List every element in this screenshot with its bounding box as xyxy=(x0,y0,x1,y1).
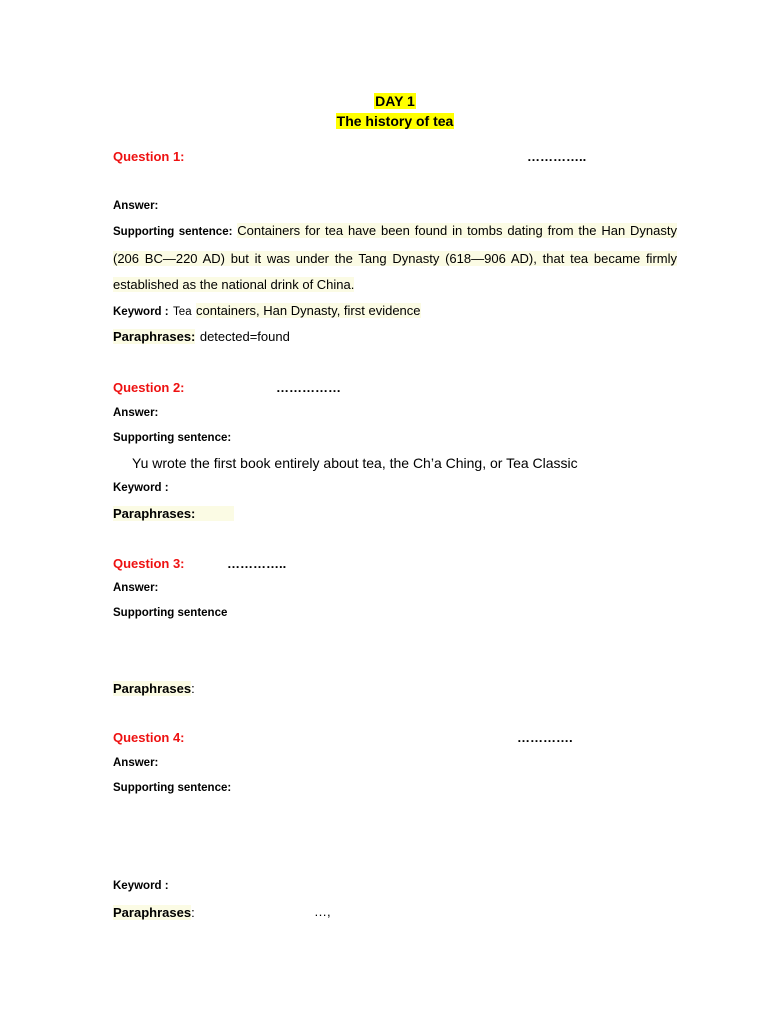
question-2-keyword-label: Keyword : xyxy=(113,482,169,494)
question-4-supporting-label: Supporting sentence: xyxy=(113,782,232,794)
question-3-paraphrases xyxy=(113,680,195,698)
question-4-blank: …………. xyxy=(517,730,573,745)
question-2-supporting-text: Yu wrote the first book entirely about tea, the Ch’a Ching, or Tea Classic xyxy=(132,455,578,471)
day-heading: DAY 1 xyxy=(375,93,415,109)
question-4-answer-label: Answer: xyxy=(113,757,159,769)
question-4-paraphrases-label: Paraphrases xyxy=(113,905,192,920)
question-1-label: Question 1: xyxy=(113,149,185,164)
question-1-answer-label: Answer: xyxy=(113,200,159,212)
question-4-paraphrases-colon: : xyxy=(191,905,195,920)
question-3-label: Question 3: xyxy=(113,556,185,571)
question-2-answer-label: Answer: xyxy=(113,407,159,419)
question-1-paraphrases-text: detected=found xyxy=(199,329,290,344)
question-2-blank: …………… xyxy=(276,380,341,395)
question-3-answer-label: Answer: xyxy=(113,582,159,594)
question-3-supporting-label: Supporting sentence xyxy=(113,607,228,619)
question-3-paraphrases-colon: : xyxy=(191,681,195,696)
question-1-keyword-label: Keyword : xyxy=(113,306,169,318)
question-1-blank: ………….. xyxy=(527,149,587,164)
question-4-label: Question 4: xyxy=(113,730,185,745)
question-1-supporting-label: Supporting sentence: xyxy=(113,226,233,238)
question-1-paraphrases xyxy=(113,328,290,346)
question-2-label: Question 2: xyxy=(113,380,185,395)
question-1-keyword xyxy=(113,302,421,320)
question-1-keyword-text: containers, Han Dynasty, first evidence xyxy=(196,303,421,318)
question-1-paraphrases-label: Paraphrases: xyxy=(113,329,196,344)
question-2-supporting-label: Supporting sentence: xyxy=(113,432,232,444)
question-4-keyword-label: Keyword : xyxy=(113,880,169,892)
question-4-paraphrases-text: …, xyxy=(314,904,331,919)
page-title: The history of tea xyxy=(336,113,454,129)
question-3-paraphrases-label: Paraphrases xyxy=(113,681,192,696)
question-1-supporting-text: Containers for tea have been found in tombs dating from the Han Dynasty (206 BC—220 AD) but it was under the Tang Dynasty (618—906 AD), that tea became firmly established as the national drink of China. xyxy=(113,223,677,292)
question-4-paraphrases xyxy=(113,904,195,922)
question-1-supporting-sentence xyxy=(113,218,677,299)
question-3-blank: ………….. xyxy=(227,556,287,571)
question-1-keyword-prefix: Tea xyxy=(173,306,192,318)
question-2-paraphrases-label: Paraphrases: xyxy=(113,506,234,521)
